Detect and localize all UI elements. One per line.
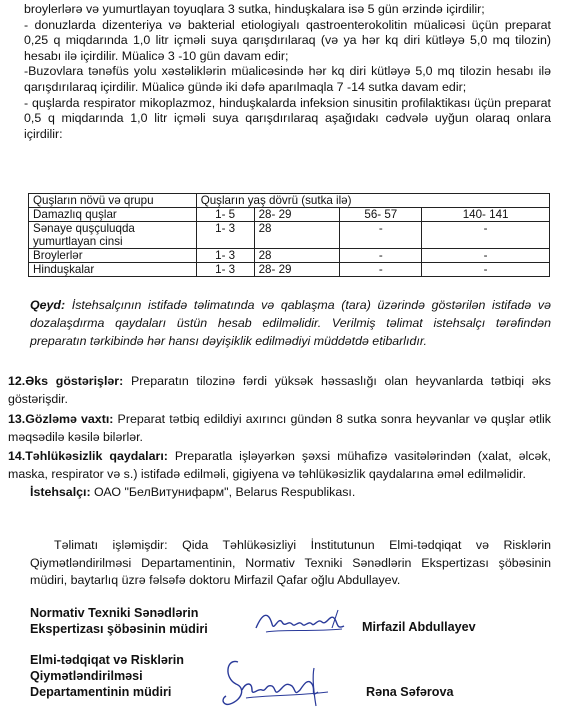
table-header-age: Quşların yaş dövrü (sutka ilə) <box>196 194 549 208</box>
producer-label: İstehsalçı: <box>30 485 91 499</box>
signer-title-line: Elmi-tədqiqat və Risklərin <box>30 653 184 667</box>
section-title: Təhlükəsizlik qaydaları: <box>25 449 168 463</box>
second-signature <box>216 648 336 712</box>
table-cell-name: Sənaye quşçuluqda yumurtlayan cinsi <box>29 222 197 249</box>
usage-paragraphs <box>24 2 551 142</box>
second-signer-name: Rəna Səfərova <box>366 685 454 699</box>
section-safety <box>8 447 551 501</box>
table-cell: 1- 3 <box>196 249 254 263</box>
section-number: 14. <box>8 449 26 463</box>
table-cell: - <box>340 249 422 263</box>
table-row <box>29 222 550 249</box>
table-cell: - <box>340 222 422 249</box>
note-paragraph <box>30 296 551 350</box>
table-cell: - <box>422 263 550 277</box>
paragraph-calves: -Buzovlara tənəfüs yolu xəstəliklərin müalicəsində hər kq diri kütləyə 5,0 mq tilozin hesabı ilə qarışdırılaraq içirdilir. Müalicə gündə iki dəfə aparılmaqla 7 -14 sutka davam edir; <box>24 64 551 94</box>
first-signer-name: Mirfazil Abdullayev <box>362 620 476 634</box>
paragraph-poultry: - quşlarda respirator mikoplazmoz, hinduşkalarda infeksion sinusitin profilaktikası üçün preparat 0,5 q miqdarında 1,0 litr içməli suya qarışdırılaraq aşağıdakı cədvələ uyğun olaraq onlara içirdilir: <box>24 95 551 141</box>
table-cell: 56- 57 <box>340 208 422 222</box>
section-number: 13. <box>8 412 26 426</box>
table-header-group: Quşların növü və qrupu <box>29 194 197 208</box>
section-text: Preparatın tilozinə fərdi yüksək həssaslığı olan heyvanlarda tətbiqi əks göstərişdir. <box>8 374 551 406</box>
table-cell: - <box>422 249 550 263</box>
table-cell: - <box>422 222 550 249</box>
table-row <box>29 208 550 222</box>
signer-title-line: Qiymətləndirilməsi <box>30 669 143 683</box>
paragraph-intro: broylerlərə və yumurtlayan toyuqlara 3 sutka, hinduşkalara isə 5 gün ərzində içirdilir; <box>24 2 485 16</box>
section-title: Gözləmə vaxtı: <box>25 412 114 426</box>
dosage-table <box>28 193 550 277</box>
table-cell: 28 <box>254 222 340 249</box>
producer-line <box>8 483 551 501</box>
note-label: Qeyd: <box>30 298 66 312</box>
table-row <box>29 263 550 277</box>
prepared-by-paragraph: Təlimatı işləmişdir: Qida Təhlükəsizliyi İnstitutunun Elmi-tədqiqat və Risklərin Qiymətləndirilməsi Departamentinin, Normativ Texniki Sənədlərin Ekspertizası şöbəsinin müdiri, baytarlıq üzrə fəlsəfə doktoru Mirfazil Qafar oğlu Abdullayev. <box>30 538 551 587</box>
paragraph-pigs: - donuzlarda dizenteriya və bakterial etiologiyalı qastroenterokolitin müalicəsi üçün preparat 0,25 q miqdarında 1,0 litr içməli suya qarışdırılaraq (və ya hər kq diri kütləyə 5,0 mq tilozin) hesabı ilə içirdilir. Müalicə 3 -10 gün davam edir; <box>24 17 551 63</box>
table-cell: 28- 29 <box>254 263 340 277</box>
table-cell: - <box>340 263 422 277</box>
first-signer-title <box>30 605 208 637</box>
first-signature <box>252 602 350 642</box>
signer-title-line: Ekspertizası şöbəsinin müdiri <box>30 622 208 636</box>
section-title: Əks göstərişlər: <box>25 374 124 388</box>
second-signer-title <box>30 652 184 700</box>
table-cell: 28 <box>254 249 340 263</box>
table-cell: 1- 3 <box>196 222 254 249</box>
table-cell-name: Damazlıq quşlar <box>29 208 197 222</box>
section-text: Preparatla işləyərkən şəxsi mühafizə vasitələrindən (xalat, əlcək, maska, respirator və s.) istifadə edilməli, gigiyena və təhlükəsizlik qaydalarına əməl edilməlidir. <box>8 449 551 481</box>
section-contraindications <box>8 372 551 408</box>
section-text: Preparat tətbiq edildiyi axırıncı gündən 8 sutka sonra heyvanlar və quşlar ətlik məqsədilə kəsilə bilərlər. <box>8 412 551 444</box>
producer-text: ОАО "БелВитунифарм", Belarus Respublikası. <box>90 485 356 499</box>
table-header-row <box>29 194 550 208</box>
table-row <box>29 249 550 263</box>
table-cell-name: Hinduşkalar <box>29 263 197 277</box>
table-cell: 1- 3 <box>196 263 254 277</box>
table-cell: 1- 5 <box>196 208 254 222</box>
table-cell-name: Broylerlər <box>29 249 197 263</box>
table-cell: 140- 141 <box>422 208 550 222</box>
signer-title-line: Normativ Texniki Sənədlərin <box>30 606 199 620</box>
section-withdrawal <box>8 410 551 446</box>
signer-title-line: Departamentinin müdiri <box>30 685 172 699</box>
table-cell: 28- 29 <box>254 208 340 222</box>
section-number: 12. <box>8 374 26 388</box>
note-text: İstehsalçının istifadə təlimatında və qablaşma (tara) üzərində göstərilən istifadə və dozalaşdırma qaydaları üstün hesab edilməlidir. Verilmiş təlimat istehsalçı tərəfindən preparatın tərkibində hər hansı dəyişiklik edilmədiyi müddətdə etibarlıdır. <box>30 298 551 348</box>
